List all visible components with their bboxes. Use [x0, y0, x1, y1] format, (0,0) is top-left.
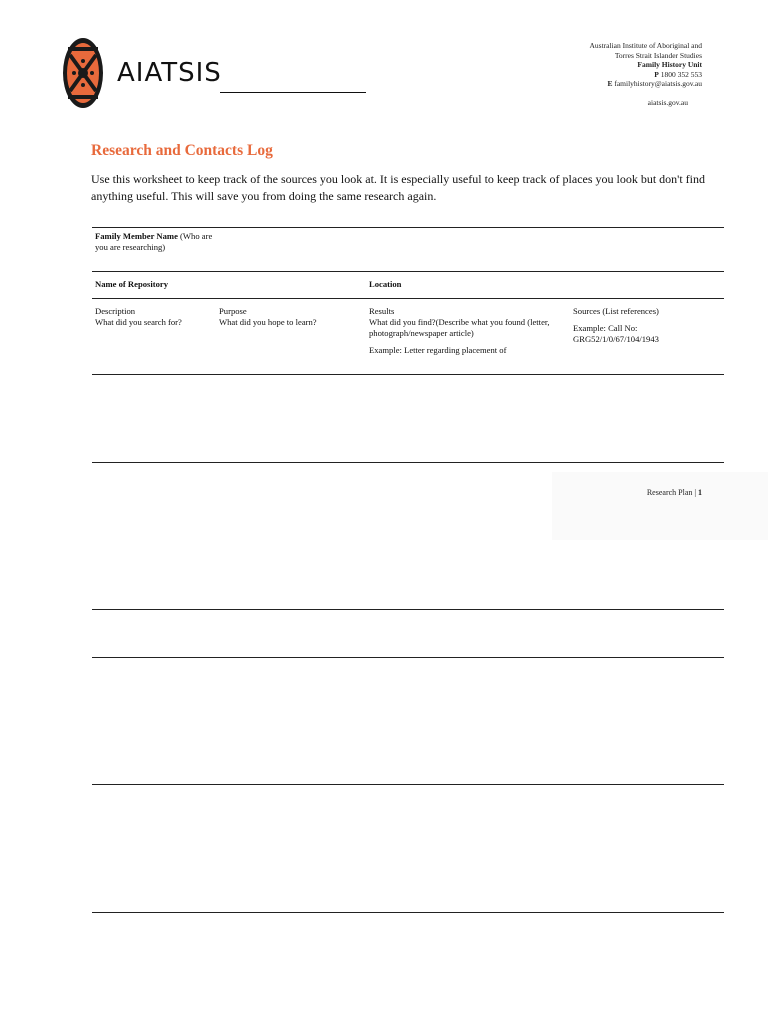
- column-header-purpose: [219, 306, 359, 328]
- form-rule: [92, 298, 724, 299]
- email-line: [590, 79, 702, 89]
- email-label: E: [607, 79, 613, 89]
- footer-background: [552, 472, 768, 540]
- column-header-sources: [573, 306, 683, 345]
- sources-title: Sources (List references): [573, 306, 659, 316]
- form-rule: [92, 227, 724, 228]
- column-header-description: [95, 306, 213, 328]
- form-rule: [92, 657, 724, 658]
- institute-name-line2: Torres Strait Islander Studies: [614, 50, 702, 60]
- page-title: Research and Contacts Log: [91, 142, 273, 159]
- location-field[interactable]: [369, 279, 401, 290]
- description-sub: What did you search for?: [95, 317, 182, 327]
- description-title: Description: [95, 306, 136, 316]
- form-rule: [92, 912, 724, 913]
- repository-field[interactable]: [95, 279, 168, 290]
- form-rule: [92, 374, 724, 375]
- form-rule: [92, 784, 724, 785]
- page-footer: [647, 488, 702, 497]
- results-example: Example: Letter regarding placement of: [369, 345, 507, 355]
- family-member-field[interactable]: [95, 231, 215, 253]
- logo-underline-divider: [220, 92, 366, 93]
- intro-paragraph: Use this worksheet to keep track of the sources you look at. It is especially useful to keep track of places you look but don't find anything useful. This will save you from doing the same research again.: [91, 172, 706, 203]
- family-member-hint: (Who are you are researching): [95, 231, 213, 252]
- purpose-title: Purpose: [219, 306, 247, 316]
- footer-label: Research Plan: [646, 488, 693, 497]
- sources-example: Example: Call No: GRG52/1/0/67/104/1943: [573, 323, 659, 344]
- page-number: 1: [698, 488, 702, 497]
- form-rule: [92, 609, 724, 610]
- phone-line: [590, 70, 702, 80]
- email-address[interactable]: familyhistory@aiatsis.gov.au: [614, 79, 702, 89]
- aiatsis-logo-shield-icon: [62, 37, 104, 109]
- institute-name-line1: Australian Institute of Aboriginal and: [589, 41, 702, 50]
- location-label: Location: [369, 279, 402, 289]
- phone-label: P: [654, 69, 659, 79]
- logo-wordmark: AIATSIS: [117, 58, 222, 88]
- results-sub: What did you find?(Describe what you found (letter, photograph/newspaper article): [369, 317, 550, 338]
- repository-label: Name of Repository: [95, 279, 169, 289]
- contact-block: [590, 41, 702, 108]
- website-link[interactable]: aiatsis.gov.au: [647, 97, 688, 107]
- phone-number: 1800 352 553: [660, 69, 702, 79]
- purpose-sub: What did you hope to learn?: [219, 317, 317, 327]
- form-rule: [92, 271, 724, 272]
- column-header-results: [369, 306, 565, 356]
- unit-name: Family History Unit: [637, 60, 702, 70]
- form-rule: [92, 462, 724, 463]
- results-title: Results: [369, 306, 395, 316]
- family-member-label: Family Member Name: [95, 231, 178, 241]
- footer-separator: |: [694, 488, 696, 497]
